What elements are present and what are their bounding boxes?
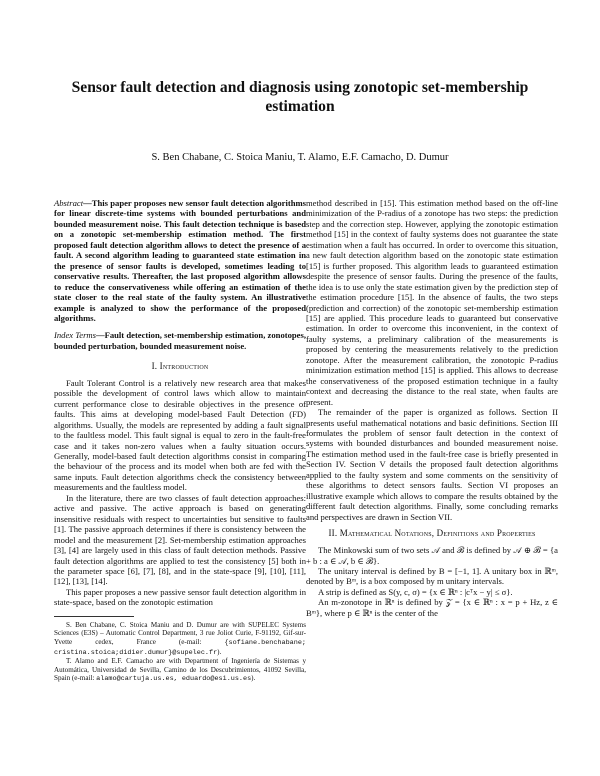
- intro-paragraph-2: In the literature, there are two classes of fault detection approaches: active and passive. The active approach is based on generating insensitive residuals with respect to uncertainties but sensitive to faults [1]. The passive approach determines if there is consistency between the model and the measurement [2]. Set-membership estimation approaches [3], [4] are largely used in this class of fault detection methods. Passive fault detection algorithms are applied to test the consistency [5] both in the parameter space [6], [7], [8], and in the state-space [9], [10], [11], [12], [13], [14].: [54, 492, 306, 587]
- footnote-1-email[interactable]: {sofiane.benchabane; cristina.stoica;didier.dumur}@supelec.fr: [54, 638, 306, 657]
- abstract-dash: —: [83, 198, 92, 208]
- index-terms: [54, 330, 306, 351]
- left-column: [54, 198, 306, 684]
- right-column: [306, 198, 558, 618]
- abstract-text: This paper proposes new sensor fault detection algorithms for linear discrete-time systems with bounded perturbations and bounded measurement noise. This fault detection technique is based on a zonotopic set-membership estimation method. The first proposed fault detection algorithm allows to detect the presence of a fault. A second algorithm leading to guaranteed state estimation in the presence of sensor faults is developed, sometimes leading to conservative results. Thereafter, the last proposed algorithm allows to reduce the conservativeness while offering an estimation of the state closer to the real state of the faulty system. An illustrative example is analyzed to show the performance of the proposed algorithms.: [54, 198, 306, 323]
- footnote-2-email[interactable]: alamo@cartuja.us.es, eduardo@esi.us.es: [96, 675, 252, 684]
- intro-paragraph-4: method described in [15]. This estimation method based on the off-line minimization of the P-radius of a zonotope has two steps: the prediction step and the correction step. However, applying the zonotopic estimation method [15] in the context of faulty systems does not guarantee the state estimation when a fault has occurred. In order to overcome this situation, a new fault detection algorithm based on the zonotopic state estimation [15] is further proposed. This algorithm leads to guaranteed estimation despite the presence of sensor faults. During the presence of the faults, the idea is to use only the state estimation given by the prediction step of the estimation procedure [15]. In the absence of faults, the two steps (prediction and correction) of the zonotopic set-membership estimation [15] are applied. This procedure leads to guaranteed but conservative estimation. In order to overcome this inconvenient, in the context of faulty systems, a preliminary calibration of the measurements is proposed by centering the measurements relatively to the prediction zonotope. After the measurement calibration, the zonotopic P-radius minimization estimation method [15] is applied. This allows to decrease the conservativeness of the proposed estimation technique in a faulty context and decreasing the distance to the real state, when faults are present.: [306, 198, 558, 407]
- paper-title: Sensor fault detection and diagnosis using zonotopic set-membership estimation: [71, 79, 529, 115]
- definition-minkowski-sum: The Minkowski sum of two sets 𝒜 and ℬ is defined by 𝒜 ⊕ ℬ = {a + b : a ∈ 𝒜, b ∈ ℬ}.: [306, 545, 558, 566]
- intro-paragraph-3: This paper proposes a new passive sensor fault detection algorithm in state-space, based on the zonotopic estimation: [54, 586, 306, 608]
- definition-strip: A strip is defined as S(y, c, σ) = {x ∈ ℝⁿ : |cᵀx − y| ≤ σ}.: [318, 586, 513, 597]
- footnote-2-text: T. Alamo and E.F. Camacho are with Department of Ingeniería de Sistemas y Automática, Universidad de Sevilla, Camino de los Descubrimientos, 41092 Sevilla, Spain (e-mail:: [54, 657, 306, 683]
- index-terms-lead: Index Terms: [54, 330, 96, 341]
- abstract-lead: Abstract: [54, 198, 84, 208]
- footnote-affiliation-2: T. Alamo and E.F. Camacho are with Department of Ingeniería de Sistemas y Automática, Universidad de Sevilla, Camino de los Descubrimientos, 41092 Sevilla, Spain (e-mail: alamo@cartuja.us.es, eduardo@esi.us.es).: [54, 657, 306, 684]
- definition-zonotope: An m-zonotope in ℝⁿ is defined by 𝒵 = {x ∈ ℝⁿ : x = p + Hz, z ∈ Bᵐ}, where p ∈ ℝⁿ is the center of the: [306, 597, 558, 618]
- index-terms-text: Fault detection, set-membership estimation, zonotopes, bounded perturbation, bounded measurement noise.: [54, 330, 306, 351]
- footnote-divider: [54, 616, 134, 617]
- intro-paragraph-5: The remainder of the paper is organized as follows. Section II presents useful mathematical notations and basic definitions. Section III formulates the problem of sensor fault detection in the context of systems with bounded disturbances and bounded measurement noise. The estimation method used in the fault-free case is briefly presented in Section IV. Section V details the proposed fault detection algorithms applied to the faulty system and some comments on the sensitivity of these algorithms to detect sensors faults. Section VI proposes an illustrative example which allows to compare the results obtained by the different fault detection algorithms. Finally, some concluding remarks and perspectives are drawn in Section VII.: [306, 407, 558, 522]
- footnote-affiliation-1: S. Ben Chabane, C. Stoica Maniu and D. Dumur are with SUPELEC Systems Sciences (E3S) – Automatic Control Department, 3 rue Joliot Curie, F-91192, Gif-sur-Yvette cedex, France (e-mail: {sofiane.benchabane; cristina.stoica;didier.dumur}@supelec.fr).: [54, 620, 306, 657]
- paper-authors: S. Ben Chabane, C. Stoica Maniu, T. Alamo, E.F. Camacho, D. Dumur: [151, 152, 449, 163]
- definition-unitary-interval: The unitary interval is defined by B = [−1, 1]. A unitary box in ℝᵐ, denoted by Bᵐ, is a box composed by m unitary intervals.: [306, 565, 558, 587]
- intro-paragraph-1: Fault Tolerant Control is a relatively new research area that makes possible the development of control laws which allow to maintain current performance close to desirable objectives in the presence of faults. This aims at developing model-based Fault Detection (FD) algorithms. Usually, the models are represented by adding a fault signal to the faultless model. This fault signal is equal to zero in the fault-free case and it takes non-zero values when a faulty situation occurs. Generally, model-based fault detection algorithms consist in comparing the behaviour of the process and its model when both are fed with the same inputs. Fault detection algorithms check the consistency between measurements and the faultless model.: [54, 377, 306, 493]
- index-terms-dash: —: [95, 330, 105, 341]
- abstract: [54, 198, 306, 323]
- section-heading-introduction: I. Introduction: [151, 361, 209, 372]
- footnote-1-text: S. Ben Chabane, C. Stoica Maniu and D. Dumur are with SUPELEC Systems Sciences (E3S) – Automatic Control Department, 3 rue Joliot Curie, F-91192, Gif-sur-Yvette cedex, France (e-mail:: [54, 620, 306, 646]
- section-heading-notations: II. Mathematical Notations, Definitions and Properties: [328, 528, 536, 539]
